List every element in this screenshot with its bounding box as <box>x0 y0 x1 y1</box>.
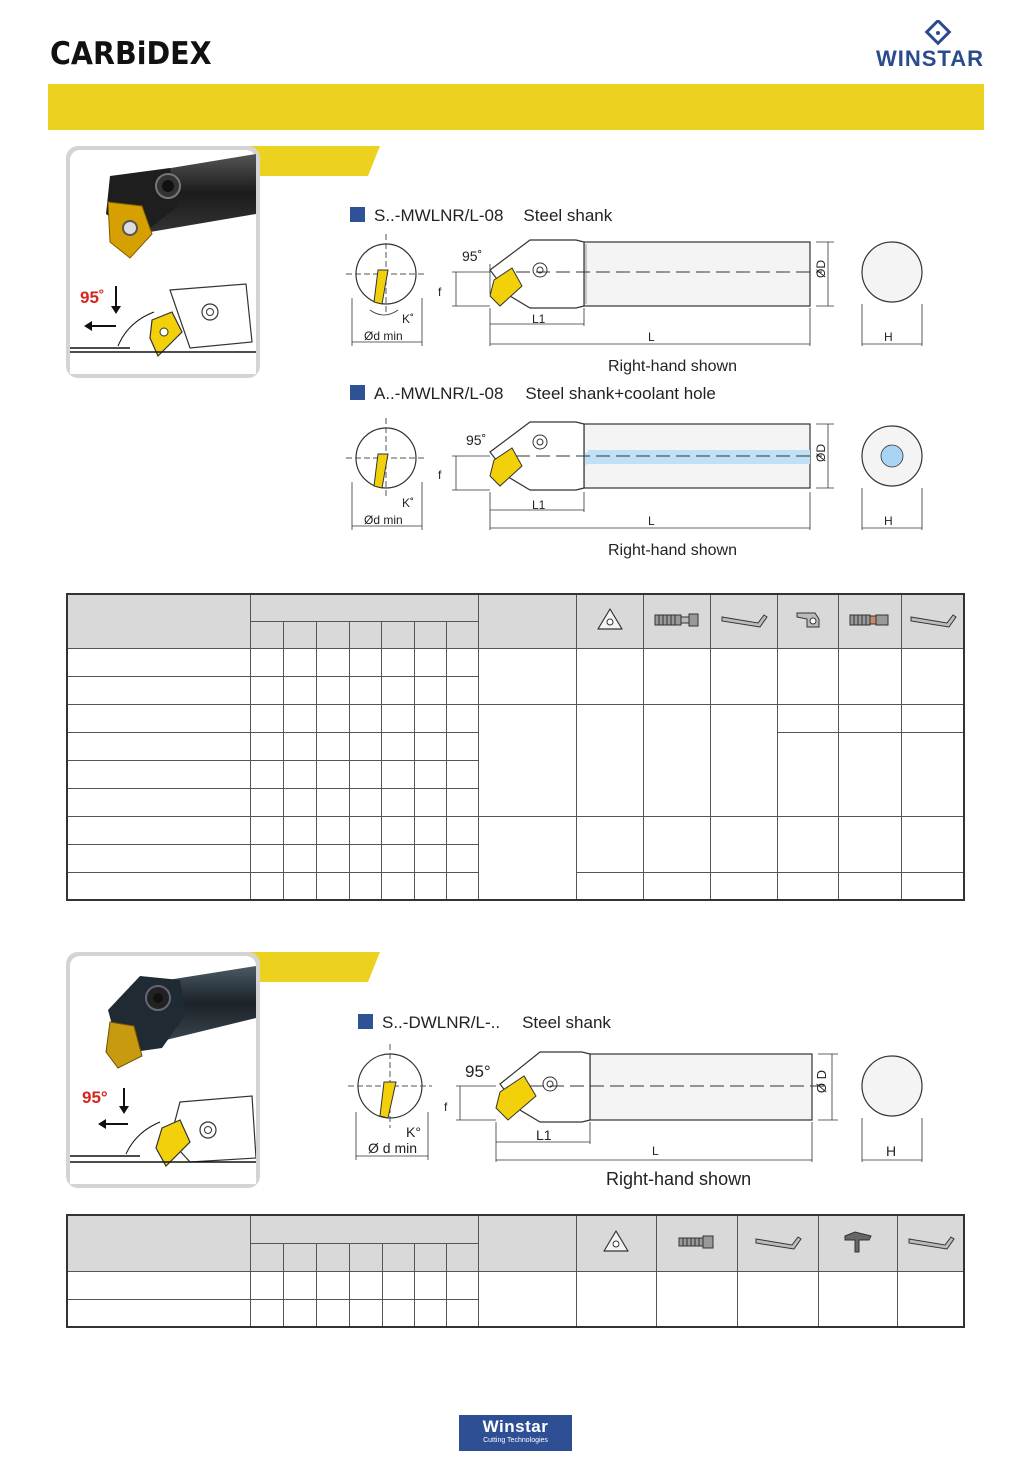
cutting-diagram <box>70 272 256 374</box>
dim-angle: 95˚ <box>466 432 487 448</box>
footer-tagline: Cutting Technologies <box>483 1437 548 1444</box>
header-dim-col <box>316 1243 349 1271</box>
dim-d: Ø D <box>814 1069 830 1094</box>
footer-brand: Winstar <box>482 1417 549 1436</box>
dim-angle: 95˚ <box>462 248 483 264</box>
screw-icon <box>848 611 892 629</box>
header-dim-col <box>382 1243 415 1271</box>
cutting-diagram-image <box>70 272 256 374</box>
dim-h: H <box>884 330 893 344</box>
table-row <box>67 648 964 676</box>
dim-l: L <box>648 514 655 528</box>
series-title-s-dwlnr <box>358 1013 611 1033</box>
brand-logo-left: CARBiDEX <box>50 36 212 72</box>
brand-logo-right <box>844 20 984 72</box>
dim-l1: L1 <box>536 1127 552 1143</box>
dim-k: K˚ <box>402 312 414 326</box>
header-dim-col <box>283 1243 316 1271</box>
dim-f: f <box>438 468 442 482</box>
header-dim-col <box>447 1243 479 1271</box>
dim-l: L <box>648 330 655 344</box>
clamp-icon <box>841 1230 875 1254</box>
hex-key-icon <box>909 611 957 629</box>
dim-angle: 95° <box>465 1062 491 1081</box>
cutting-angle-label: 95° <box>82 1088 108 1107</box>
header-designation <box>67 1215 250 1271</box>
series-desc: Steel shank+coolant hole <box>525 384 716 403</box>
dim-l1: L1 <box>532 312 546 326</box>
header-dim-col <box>349 1243 382 1271</box>
screw-icon <box>653 611 701 629</box>
footer-brand-badge <box>459 1415 572 1451</box>
header-icon-cell <box>902 594 964 648</box>
drawing-s-mwlnr <box>340 228 960 368</box>
series-desc: Steel shank <box>522 1013 611 1032</box>
brand-right-text: WINSTAR <box>875 46 984 71</box>
header-icon-cell <box>737 1215 818 1271</box>
header-dim-col <box>349 621 382 648</box>
header-dimensions <box>250 594 478 621</box>
drawing-a-mwlnr <box>340 412 960 552</box>
tool-photo-image <box>70 956 256 1080</box>
cutting-diagram-image <box>70 1080 256 1184</box>
screw-icon <box>677 1233 717 1251</box>
dim-f: f <box>444 1100 448 1114</box>
header-dim-col <box>382 621 415 648</box>
insert-icon <box>602 1229 630 1255</box>
header-icon-cell <box>577 1215 657 1271</box>
caption-right-hand: Right-hand shown <box>608 358 737 375</box>
caption-right-hand: Right-hand shown <box>606 1169 752 1189</box>
tool-photo <box>70 150 256 272</box>
dim-k: K˚ <box>402 496 414 510</box>
dim-l: L <box>652 1144 659 1158</box>
table-row <box>67 1271 964 1299</box>
hex-key-icon <box>907 1233 955 1251</box>
cutting-angle-label: 95˚ <box>80 288 105 307</box>
dim-dmin: Ød min <box>364 329 403 343</box>
dim-k: K° <box>406 1124 421 1140</box>
header-dimensions <box>250 1215 478 1243</box>
hex-key-icon <box>754 1233 802 1251</box>
header-icon-cell <box>818 1215 898 1271</box>
insert-icon <box>596 607 624 633</box>
dim-h: H <box>886 1143 897 1159</box>
hex-key-icon <box>720 611 768 629</box>
section1-photo-card <box>66 146 260 378</box>
series-marker-square <box>358 1014 373 1029</box>
series-title-s-mwlnr <box>350 206 612 226</box>
dim-f: f <box>438 285 442 299</box>
dim-dmin: Ø d min <box>368 1140 418 1156</box>
dim-d: ØD <box>814 444 828 462</box>
series-desc: Steel shank <box>523 206 613 225</box>
table-row <box>67 816 964 844</box>
tool-photo-image <box>70 150 256 272</box>
dim-dmin: Ød min <box>364 513 403 527</box>
header-icon-cell <box>656 1215 737 1271</box>
series-title-a-mwlnr <box>350 384 716 404</box>
header-insert <box>479 594 577 648</box>
header-icon-cell <box>898 1215 964 1271</box>
tool-photo <box>70 956 256 1080</box>
header-designation <box>67 594 250 648</box>
cutting-diagram <box>70 1080 256 1184</box>
section2-photo-card <box>66 952 260 1188</box>
table-row <box>67 704 964 732</box>
dim-h: H <box>884 514 893 528</box>
series-marker-square <box>350 385 365 400</box>
header-icon-cell <box>643 594 710 648</box>
header-dim-col <box>447 621 479 648</box>
header-dim-col <box>415 621 447 648</box>
series-marker-square <box>350 207 365 222</box>
header-icon-cell <box>576 594 643 648</box>
header-icon-cell <box>839 594 902 648</box>
series-code: S..-MWLNR/L-08 <box>374 206 504 225</box>
dim-l1: L1 <box>532 498 546 512</box>
series-code: A..-MWLNR/L-08 <box>374 384 504 403</box>
title-bar <box>48 84 984 130</box>
series-code: S..-DWLNR/L-.. <box>382 1013 501 1032</box>
clamp-icon <box>793 609 823 631</box>
header-dim-col <box>283 621 316 648</box>
spec-table-2 <box>66 1214 965 1328</box>
spec-table-1 <box>66 593 965 901</box>
header-dim-col <box>316 621 349 648</box>
header-dim-col <box>250 621 283 648</box>
header-icon-cell <box>710 594 777 648</box>
header-insert <box>479 1215 577 1271</box>
header-dim-col <box>415 1243 447 1271</box>
header-icon-cell <box>777 594 839 648</box>
dim-d: ØD <box>814 260 828 278</box>
caption-right-hand: Right-hand shown <box>608 542 737 559</box>
header-dim-col <box>250 1243 283 1271</box>
